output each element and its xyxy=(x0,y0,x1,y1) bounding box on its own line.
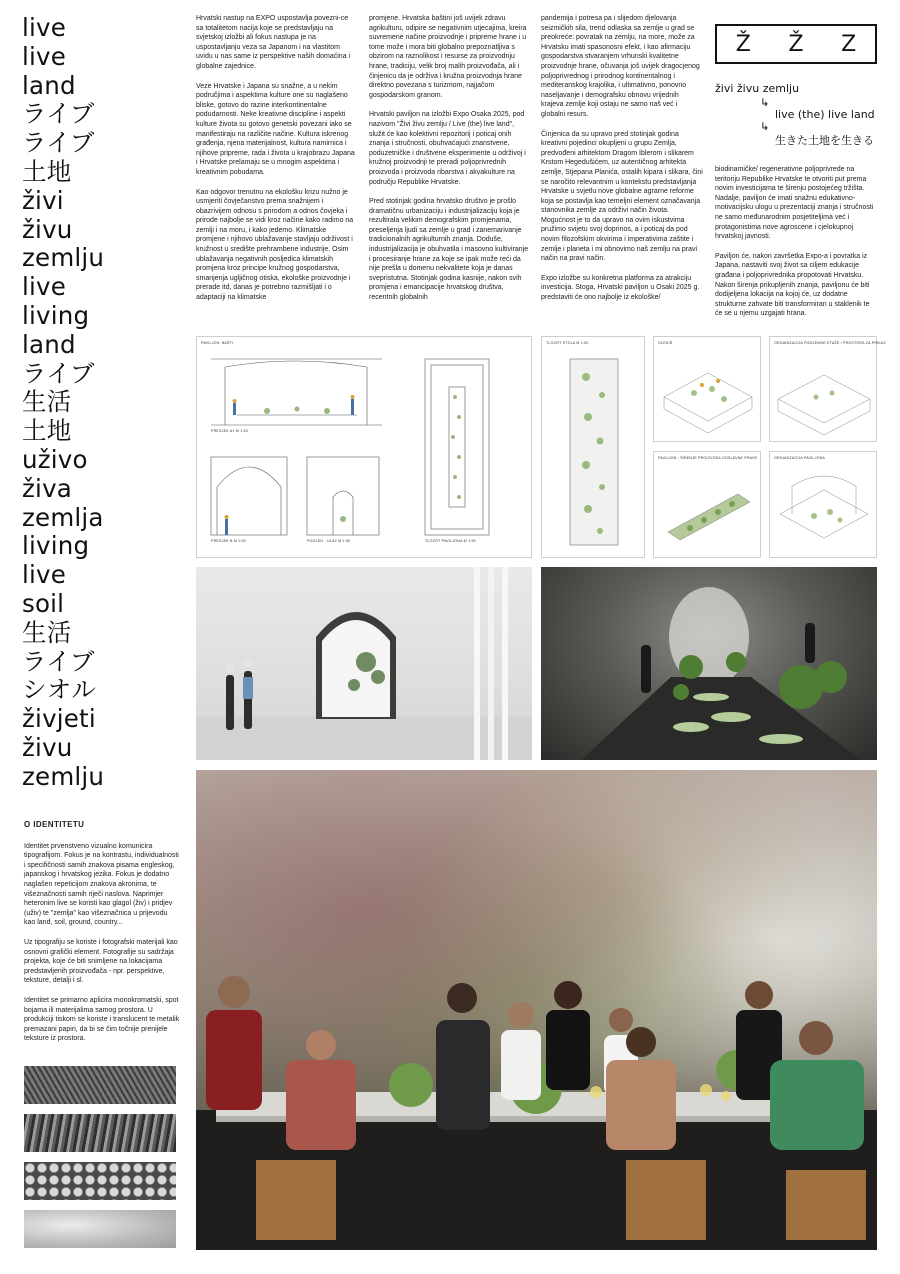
drawing-label: ORGANIZACIJA PODZEMNE ETAŽE / PROSTORA ZA PRIKAZ xyxy=(774,341,886,345)
table-plan-svg xyxy=(542,337,646,559)
big-word: ライブ xyxy=(22,646,95,676)
text-column-3 xyxy=(541,14,703,313)
big-word: live xyxy=(22,13,66,42)
drawing-sections-panel xyxy=(196,336,532,558)
drawing-label: PRESJEK A1 M 1:50 xyxy=(211,429,248,433)
axonometric-panel-1 xyxy=(653,336,761,442)
paragraph: Paviljon će, nakon završetka Expo-a i povratka iz Japana, nastaviti svoj život sa ciljem edukacije građana i poljoprivrednika propotovati Hrvatsku. Nakon širenja prikupljenih znanja, paviljonu će biti dodijeljena lokacija na kojoj će, uz dodatne strukturne zahvate biti transformiran u staklenik te će se u njemu uzgajati hrana. xyxy=(715,252,870,318)
big-word: living xyxy=(22,531,90,561)
drawing-table-plan-panel xyxy=(541,336,645,558)
paragraph: Expo izložbe su konkretna platforma za atrakciju investicija. Stoga, Hrvatski paviljon u Osaki 2025 g. predstaviti će ono najbolje iz ekološke/ xyxy=(541,274,700,302)
big-word: 生活 xyxy=(22,617,72,647)
axonometric-svg xyxy=(654,452,762,559)
render-cave-svg xyxy=(541,567,877,760)
big-word: živu xyxy=(22,732,73,762)
identity-heading: O IDENTITETU xyxy=(24,820,85,829)
big-word: live xyxy=(22,41,66,71)
drawing-label: TLOCRT STOLA M 1:50 xyxy=(546,341,589,345)
big-word: živu xyxy=(22,214,73,244)
texture-swatch-clay xyxy=(24,1210,176,1248)
texture-swatch-net xyxy=(24,1066,176,1104)
big-word: zemlju xyxy=(22,243,105,273)
identity-paragraph: Identitet se primarno aplicira monokromatski, spot bojama ili materijalima samog prostora. U produkciji tiskom se koriste i translucent te metalik premazani papiri, da bi se čim točnije prenijele teksture iz prostora. xyxy=(24,996,180,1043)
identity-section xyxy=(24,820,180,1054)
big-word: living xyxy=(22,300,90,330)
identity-paragraph: Identitet prvenstveno vizualno komunicira tipografijom. Fokus je na kontrastu, individualnosti i specifičnosti samih znakova pisama engleskog, japanskog i hrvatskog jezika. Fokus je dodatno naglašen repeticijom znakova akronima, te višeznačnosti samih riječi naslova. Naprimjer heteronim live se koristi kao glagol (živ) i pridjev (uživ) te "zemlja" kao višeznačnica u prijevodu kao land, soil, ground, country... xyxy=(24,842,179,927)
text-column-1 xyxy=(196,14,356,313)
drawing-label: TLOCRT PAVILJONA M 1:50 xyxy=(425,539,476,543)
paragraph: Pred stotinjak godina hrvatsko društvo je prošlo dramatičnu urbanizaciju i industrijalizaciju koja je rezultirala velikim demografskim promjenama, preseljenja ljudi sa zemlje u grad i zanemarivanje tradicionalnih agrikulturnih znanja. Doduše, industrijalizacija je obuhvatila i masovno kultiviranje i procesiranje hrane za koje se ipak može reći da nije prešla u domenu nekvalitete koja je danas svepristutna. Stotinjak godina kasnije, nakon svih promjena i emancipacije hrvatskog društva, recentnih globalnih xyxy=(369,198,529,302)
paragraph: Veze Hrvatske i Japana su snažne, a u nekim područjima i aspektima kulture one su naglašeno bliske, gotovo do razine interkontinentalne podudarnosti. Neke kreativne discipline i aspekti kulture života su gotovo genetski povezani iako se manifestiraju na različite načine. Kultura iskrenog građenja, njena materijalnost, kultura namirnica i njihove pripreme, rada i života u krajobrazu Japana i Hrvatske prelamaju se u mnogim aspektima i kreativnim pobudama. xyxy=(196,82,355,176)
identity-paragraph: Uz tipografiju se koriste i fotografski materijali kao osnovni grafički element. Fotografije su sadržaja projekta, koje će biti snimljene na lokacijama predstavljenih proizvođača - npr. perspektive, teksture, detalji i sl. xyxy=(24,938,178,985)
paragraph: Hrvatski nastup na EXPO uspostavlja povezni-ce sa totalitetom nacija koje se predstavljaju na svjetskoj izložbi ali fokus nastupa je na uspostavljanju veza sa Japanom i na vlastitom uvidu u nas same iz perspektive naših domaćina i globalne zajednice. xyxy=(196,15,351,70)
big-word: soil xyxy=(22,588,65,618)
big-word: zemlja xyxy=(22,502,104,532)
drawing-label: ORGANIZACIJA PAVILJONA xyxy=(774,456,825,460)
text-column-4 xyxy=(715,165,877,329)
paragraph: pandemija i potresa pa i slijedom djelovanja seizmičkih sila, trend odlaska sa zemlje u grad se preokreće: povratak na zemlju, na more, može za Hrvatsku imati spasonosni efekt, i kao afirmaciju gospodarstva stvaranjem vrhunski kvalitetne proizvodnje hrane, očuvanja još uvijek dragocjenog poljoprivrednog i prirodnog kontinentalnog i mediteranskog krajolika, i ultimativno, ponovno naseljavanje i demografsku obnovu vrijednih krajeva zemlje koji ostaju ne samo naš već i globalni resurs. xyxy=(541,15,700,118)
texture-swatch-bark xyxy=(24,1114,176,1152)
tagline-japanese: 生きた土地を生きる xyxy=(775,134,874,147)
big-word: ライブ xyxy=(22,99,95,129)
arrow-icon: ↳ xyxy=(760,96,770,109)
drawing-label: PRESJEK B M 1:50 xyxy=(211,539,246,543)
drawing-label: POGLED - ULAZ M 1:50 xyxy=(307,539,351,543)
big-word: živjeti xyxy=(22,704,96,734)
axonometric-panel-2 xyxy=(769,336,886,442)
render-entrance xyxy=(196,567,532,760)
big-word: ライブ xyxy=(22,358,95,388)
axonometric-panel-4 xyxy=(769,451,877,558)
big-word: 生活 xyxy=(22,387,72,417)
big-word: land xyxy=(22,70,76,100)
paragraph: Činjenica da su upravo pred stotinjak godina kreativni pojedinci okupljeni u grupu Zemlja, predvođeni arhitektom Dragom Iblerom i slikarem Krstom Hegedušićem, uz autentičnog arhitekta zemlje, Stjepana Planića, ostalih kipara i slikara, čini se naročito relevantnim u kontekstu predstavljanja Hrvatske u svjetlu nove globalne agrarne reforme koja se postavlja kao temeljni element označavanja stanovnika zemlje za održivi način života. Mogućnost je to da upravo na ovim iskustvima pružimo svijetu svoj doprinos, a i poticaj da pod novim filozofskim okvirima i imperativima zaštite i zemlje i planeta i mi obnovimo naš zemlju na pravi način na pravi način. xyxy=(541,130,703,263)
drawing-label: GLEDIŠ xyxy=(658,341,673,345)
axonometric-svg xyxy=(770,452,878,559)
paragraph: Hrvatski paviljon na izložbi Expo Osaka 2025, pod nazivom "Živi živu zemlju / Live (the) live land", služit će kao kolektivni repozitorij i poticaj onih znanja i stručnosti, obuhvaćajući znanstvene, poduzetničke i društvene eksperimente u održivoj i kružnoj proizvodnji te preradi poljoprivrednih proizvoda i proizvoda ribarstva i akvakulture na području Republike Hrvatske. xyxy=(369,111,526,186)
tagline-croatian: živi živu zemlju xyxy=(715,82,800,95)
drawing-label: PAVILJON: BAŠTI xyxy=(201,341,234,345)
paragraph: promjene. Hrvatska baštini još uvijek zdravu agrikulturu, odipire se negativnim utjecajima, kreira suvremene načine proizvodnje i pripreme hrane i u tome može i mora biti globalno prepoznatljiva s obzirom na raznolikost i resurse za proizvodnju hrane, tradiciju, velik broj malih proizvođača, ali i činjenicu da je održiva i kružna proizvodnja hrane direktno povezana s turizmom, najjačom gospodarskom granom. xyxy=(369,15,527,99)
arrow-icon: ↳ xyxy=(760,120,770,133)
texture-swatches xyxy=(24,1066,176,1258)
tagline-english: live (the) live land xyxy=(775,108,875,121)
paragraph: biodinamičke/ regenerativne poljoprivrede na teritoriju Republike Hrvatske te otvoriti put prema novim investicijama te širenju postojećeg tržišta. Nadalje, paviljon će imati snažnu edukativno-motivacijsku ulogu u prezentaciji znanja i stručnosti ne samo međunarodnim posjetiteljima već i protagonistima nove agroscene i cjelokupnoj hrvatskoj javnosti. xyxy=(715,166,874,241)
logo-mark xyxy=(715,24,877,64)
texture-swatch-stones xyxy=(24,1162,176,1200)
render-dining-svg xyxy=(196,770,877,1250)
render-dining-table-scene xyxy=(196,770,877,1250)
paragraph: Kao odgovor trenutnu na ekološku krizu nužno je usmjeriti čovječanstvo prema snažnijem i obazrivijem odnosu s prirodom a odnos čovjeka i prirode najbolje se vidi kroz načine kako radimo na zemlji i na moru, i kako jedemo. Klimatske promjene i njihovo ublažavanje stavljaju održivost i kružnost u središte prehrambene industrije. Osim ublažavanja negativnih posljedica klimatskih promjena kroz principe kružnog gospodarstva, smanjenja ugljičnog otiska, ekološke proizvodnje i prerade itd, danas je potrebno razmišljati i o adaptaciji na klimatske xyxy=(196,188,354,302)
big-word: live xyxy=(22,272,66,302)
drawing-label: PAVILJON - ŠIRENJE PROIZVODA GOSLAVNE PRAVE xyxy=(658,456,758,460)
big-word: ライブ xyxy=(22,128,95,158)
axonometric-panel-3 xyxy=(653,451,761,558)
render-entrance-svg xyxy=(196,567,532,760)
big-word: živa xyxy=(22,473,72,503)
logo-letter: Ž xyxy=(788,31,804,57)
section-drawings-svg xyxy=(197,337,533,559)
text-column-2 xyxy=(369,14,529,313)
big-words-stack xyxy=(22,14,182,792)
axonometric-svg xyxy=(770,337,878,443)
big-word: live xyxy=(22,560,66,590)
big-word: uživo xyxy=(22,444,88,474)
big-word: land xyxy=(22,329,76,359)
big-word: 土地 xyxy=(22,156,72,186)
big-word: シオル xyxy=(22,675,97,705)
big-word: zemlju xyxy=(22,761,105,791)
logo-letter: Ž xyxy=(735,31,751,57)
big-word: 土地 xyxy=(22,416,72,446)
axonometric-svg xyxy=(654,337,762,443)
render-cave-interior xyxy=(541,567,877,760)
logo-letter: Z xyxy=(841,31,857,57)
big-word: živi xyxy=(22,185,64,215)
